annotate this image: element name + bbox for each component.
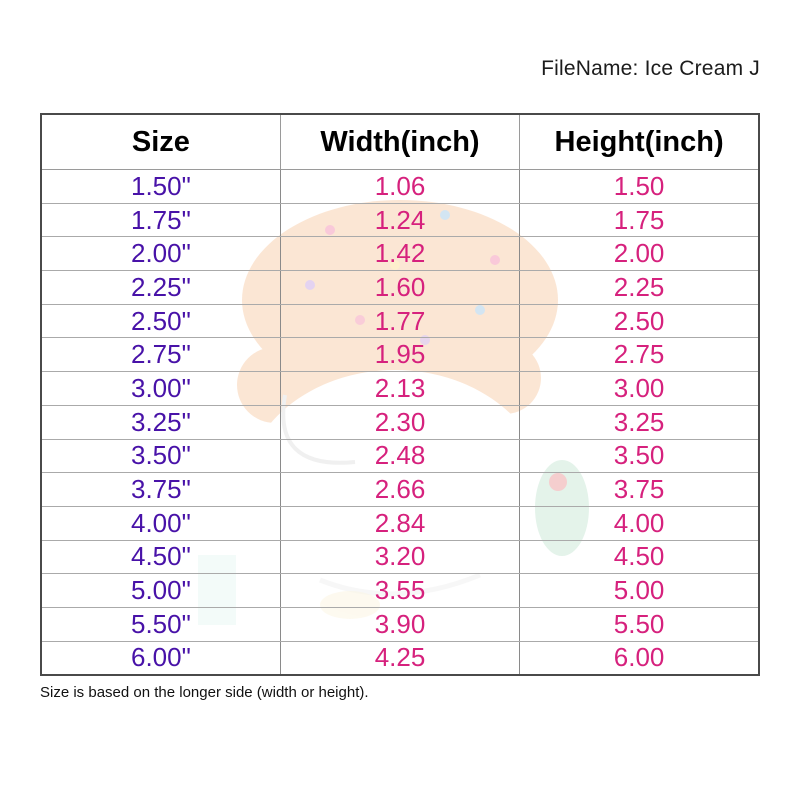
cell-size: 3.50" bbox=[41, 439, 280, 473]
table-row bbox=[41, 271, 759, 305]
cell-height: 4.50 bbox=[520, 540, 759, 574]
cell-height: 4.00 bbox=[520, 506, 759, 540]
table-row bbox=[41, 170, 759, 204]
size-chart-table bbox=[40, 113, 760, 676]
cell-size: 4.50" bbox=[41, 540, 280, 574]
cell-size: 4.00" bbox=[41, 506, 280, 540]
table-row bbox=[41, 540, 759, 574]
cell-height: 3.50 bbox=[520, 439, 759, 473]
cell-width: 1.60 bbox=[280, 271, 519, 305]
cell-size: 6.00" bbox=[41, 641, 280, 675]
size-table-head bbox=[41, 114, 759, 170]
cell-height: 5.00 bbox=[520, 574, 759, 608]
cell-width: 1.24 bbox=[280, 203, 519, 237]
cell-size: 3.00" bbox=[41, 372, 280, 406]
table-row bbox=[41, 473, 759, 507]
cell-size: 3.25" bbox=[41, 405, 280, 439]
cell-width: 1.42 bbox=[280, 237, 519, 271]
table-row bbox=[41, 506, 759, 540]
table-row bbox=[41, 439, 759, 473]
file-name-label: FileName: Ice Cream J bbox=[541, 57, 760, 80]
column-header-size: Size bbox=[41, 114, 280, 170]
cell-width: 1.06 bbox=[280, 170, 519, 204]
table-row bbox=[41, 405, 759, 439]
cell-height: 2.50 bbox=[520, 304, 759, 338]
cell-size: 1.50" bbox=[41, 170, 280, 204]
column-header-height: Height(inch) bbox=[520, 114, 759, 170]
table-row bbox=[41, 372, 759, 406]
cell-height: 3.00 bbox=[520, 372, 759, 406]
cell-height: 1.75 bbox=[520, 203, 759, 237]
cell-size: 2.75" bbox=[41, 338, 280, 372]
cell-width: 1.77 bbox=[280, 304, 519, 338]
cell-width: 2.13 bbox=[280, 372, 519, 406]
cell-size: 3.75" bbox=[41, 473, 280, 507]
cell-size: 5.50" bbox=[41, 607, 280, 641]
cell-height: 2.00 bbox=[520, 237, 759, 271]
cell-size: 1.75" bbox=[41, 203, 280, 237]
cell-width: 2.84 bbox=[280, 506, 519, 540]
table-row bbox=[41, 574, 759, 608]
table-row bbox=[41, 203, 759, 237]
header-row bbox=[41, 114, 759, 170]
size-table-body bbox=[41, 170, 759, 676]
cell-height: 5.50 bbox=[520, 607, 759, 641]
table-row bbox=[41, 304, 759, 338]
cell-width: 3.55 bbox=[280, 574, 519, 608]
table-row bbox=[41, 641, 759, 675]
cell-width: 2.66 bbox=[280, 473, 519, 507]
cell-width: 4.25 bbox=[280, 641, 519, 675]
cell-width: 2.48 bbox=[280, 439, 519, 473]
cell-height: 3.25 bbox=[520, 405, 759, 439]
cell-height: 6.00 bbox=[520, 641, 759, 675]
cell-size: 2.00" bbox=[41, 237, 280, 271]
cell-size: 2.25" bbox=[41, 271, 280, 305]
cell-width: 1.95 bbox=[280, 338, 519, 372]
cell-width: 2.30 bbox=[280, 405, 519, 439]
cell-size: 5.00" bbox=[41, 574, 280, 608]
cell-height: 2.75 bbox=[520, 338, 759, 372]
cell-height: 2.25 bbox=[520, 271, 759, 305]
cell-width: 3.90 bbox=[280, 607, 519, 641]
table-row bbox=[41, 607, 759, 641]
table-row bbox=[41, 237, 759, 271]
cell-size: 2.50" bbox=[41, 304, 280, 338]
footnote-text: Size is based on the longer side (width or height). bbox=[40, 684, 369, 701]
cell-height: 1.50 bbox=[520, 170, 759, 204]
column-header-width: Width(inch) bbox=[280, 114, 519, 170]
cell-width: 3.20 bbox=[280, 540, 519, 574]
cell-height: 3.75 bbox=[520, 473, 759, 507]
table-row bbox=[41, 338, 759, 372]
